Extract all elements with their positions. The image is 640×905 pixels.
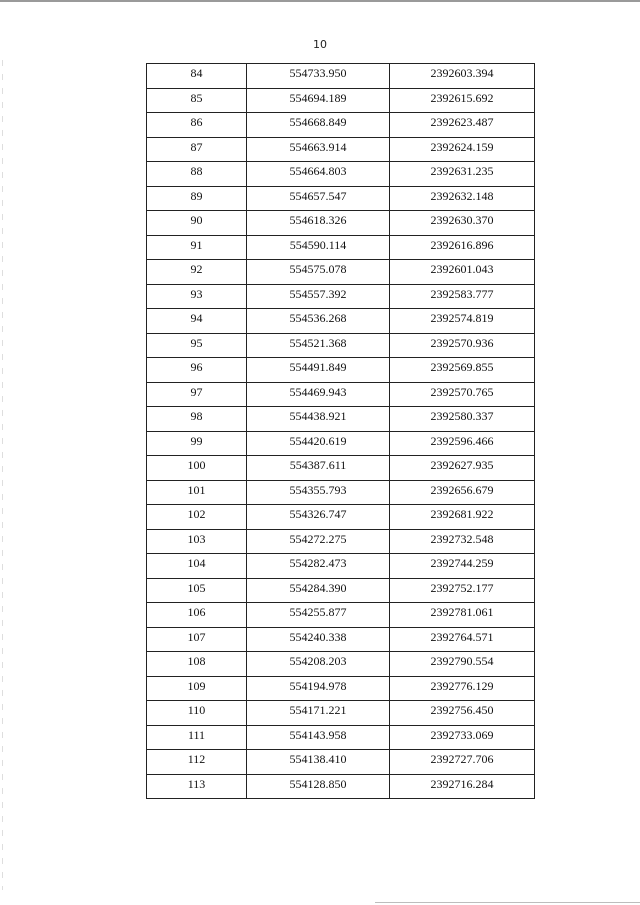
table-row [147,725,535,750]
y-coordinate-cell: 2392616.896 [390,235,535,260]
y-coordinate-cell: 2392781.061 [390,603,535,628]
x-coordinate-cell: 554590.114 [247,235,390,260]
table-row [147,333,535,358]
y-coordinate-cell: 2392681.922 [390,505,535,530]
x-coordinate-cell: 554521.368 [247,333,390,358]
point-number-cell: 102 [147,505,247,530]
table-row [147,554,535,579]
x-coordinate-cell: 554575.078 [247,260,390,285]
point-number-cell: 99 [147,431,247,456]
y-coordinate-cell: 2392756.450 [390,701,535,726]
table-row [147,652,535,677]
point-number-cell: 105 [147,578,247,603]
y-coordinate-cell: 2392574.819 [390,309,535,334]
point-number-cell: 91 [147,235,247,260]
point-number-cell: 90 [147,211,247,236]
point-number-cell: 113 [147,774,247,799]
table-row [147,529,535,554]
y-coordinate-cell: 2392752.177 [390,578,535,603]
x-coordinate-cell: 554240.338 [247,627,390,652]
x-coordinate-cell: 554491.849 [247,358,390,383]
y-coordinate-cell: 2392630.370 [390,211,535,236]
y-coordinate-cell: 2392632.148 [390,186,535,211]
y-coordinate-cell: 2392615.692 [390,88,535,113]
table-row [147,382,535,407]
point-number-cell: 95 [147,333,247,358]
table-row [147,676,535,701]
point-number-cell: 85 [147,88,247,113]
y-coordinate-cell: 2392627.935 [390,456,535,481]
point-number-cell: 106 [147,603,247,628]
x-coordinate-cell: 554557.392 [247,284,390,309]
table-row [147,774,535,799]
table-row [147,505,535,530]
point-number-cell: 87 [147,137,247,162]
y-coordinate-cell: 2392596.466 [390,431,535,456]
x-coordinate-cell: 554694.189 [247,88,390,113]
y-coordinate-cell: 2392733.069 [390,725,535,750]
table-row [147,235,535,260]
coordinates-table [146,63,535,799]
x-coordinate-cell: 554355.793 [247,480,390,505]
table-row [147,186,535,211]
y-coordinate-cell: 2392570.936 [390,333,535,358]
y-coordinate-cell: 2392764.571 [390,627,535,652]
table-row [147,603,535,628]
x-coordinate-cell: 554208.203 [247,652,390,677]
scan-left-edge [2,60,3,890]
y-coordinate-cell: 2392623.487 [390,113,535,138]
point-number-cell: 84 [147,64,247,89]
y-coordinate-cell: 2392727.706 [390,750,535,775]
point-number-cell: 100 [147,456,247,481]
x-coordinate-cell: 554128.850 [247,774,390,799]
table-row [147,750,535,775]
x-coordinate-cell: 554282.473 [247,554,390,579]
point-number-cell: 93 [147,284,247,309]
x-coordinate-cell: 554138.410 [247,750,390,775]
point-number-cell: 110 [147,701,247,726]
x-coordinate-cell: 554387.611 [247,456,390,481]
table-row [147,162,535,187]
y-coordinate-cell: 2392580.337 [390,407,535,432]
table-row [147,456,535,481]
table-row [147,64,535,89]
x-coordinate-cell: 554255.877 [247,603,390,628]
x-coordinate-cell: 554284.390 [247,578,390,603]
scan-top-edge [0,0,640,2]
x-coordinate-cell: 554536.268 [247,309,390,334]
point-number-cell: 108 [147,652,247,677]
point-number-cell: 104 [147,554,247,579]
point-number-cell: 94 [147,309,247,334]
table-row [147,701,535,726]
point-number-cell: 86 [147,113,247,138]
point-number-cell: 103 [147,529,247,554]
x-coordinate-cell: 554657.547 [247,186,390,211]
y-coordinate-cell: 2392776.129 [390,676,535,701]
point-number-cell: 92 [147,260,247,285]
x-coordinate-cell: 554326.747 [247,505,390,530]
y-coordinate-cell: 2392624.159 [390,137,535,162]
x-coordinate-cell: 554171.221 [247,701,390,726]
y-coordinate-cell: 2392570.765 [390,382,535,407]
table-row [147,137,535,162]
y-coordinate-cell: 2392732.548 [390,529,535,554]
x-coordinate-cell: 554668.849 [247,113,390,138]
table-row [147,211,535,236]
point-number-cell: 111 [147,725,247,750]
point-number-cell: 89 [147,186,247,211]
page-number: 10 [313,38,327,51]
y-coordinate-cell: 2392790.554 [390,652,535,677]
table-row [147,431,535,456]
y-coordinate-cell: 2392656.679 [390,480,535,505]
y-coordinate-cell: 2392603.394 [390,64,535,89]
y-coordinate-cell: 2392569.855 [390,358,535,383]
table-row [147,407,535,432]
y-coordinate-cell: 2392601.043 [390,260,535,285]
table-row [147,627,535,652]
coordinates-table-body [147,64,535,799]
x-coordinate-cell: 554143.958 [247,725,390,750]
x-coordinate-cell: 554663.914 [247,137,390,162]
y-coordinate-cell: 2392744.259 [390,554,535,579]
point-number-cell: 112 [147,750,247,775]
table-row [147,284,535,309]
x-coordinate-cell: 554664.803 [247,162,390,187]
x-coordinate-cell: 554733.950 [247,64,390,89]
table-row [147,578,535,603]
point-number-cell: 107 [147,627,247,652]
point-number-cell: 101 [147,480,247,505]
x-coordinate-cell: 554438.921 [247,407,390,432]
x-coordinate-cell: 554194.978 [247,676,390,701]
point-number-cell: 98 [147,407,247,432]
scan-bottom-edge [375,902,640,903]
table-row [147,88,535,113]
table-row [147,358,535,383]
y-coordinate-cell: 2392583.777 [390,284,535,309]
x-coordinate-cell: 554469.943 [247,382,390,407]
point-number-cell: 88 [147,162,247,187]
x-coordinate-cell: 554272.275 [247,529,390,554]
y-coordinate-cell: 2392631.235 [390,162,535,187]
table-row [147,260,535,285]
x-coordinate-cell: 554618.326 [247,211,390,236]
table-row [147,113,535,138]
table-row [147,480,535,505]
point-number-cell: 96 [147,358,247,383]
x-coordinate-cell: 554420.619 [247,431,390,456]
y-coordinate-cell: 2392716.284 [390,774,535,799]
point-number-cell: 97 [147,382,247,407]
point-number-cell: 109 [147,676,247,701]
table-row [147,309,535,334]
